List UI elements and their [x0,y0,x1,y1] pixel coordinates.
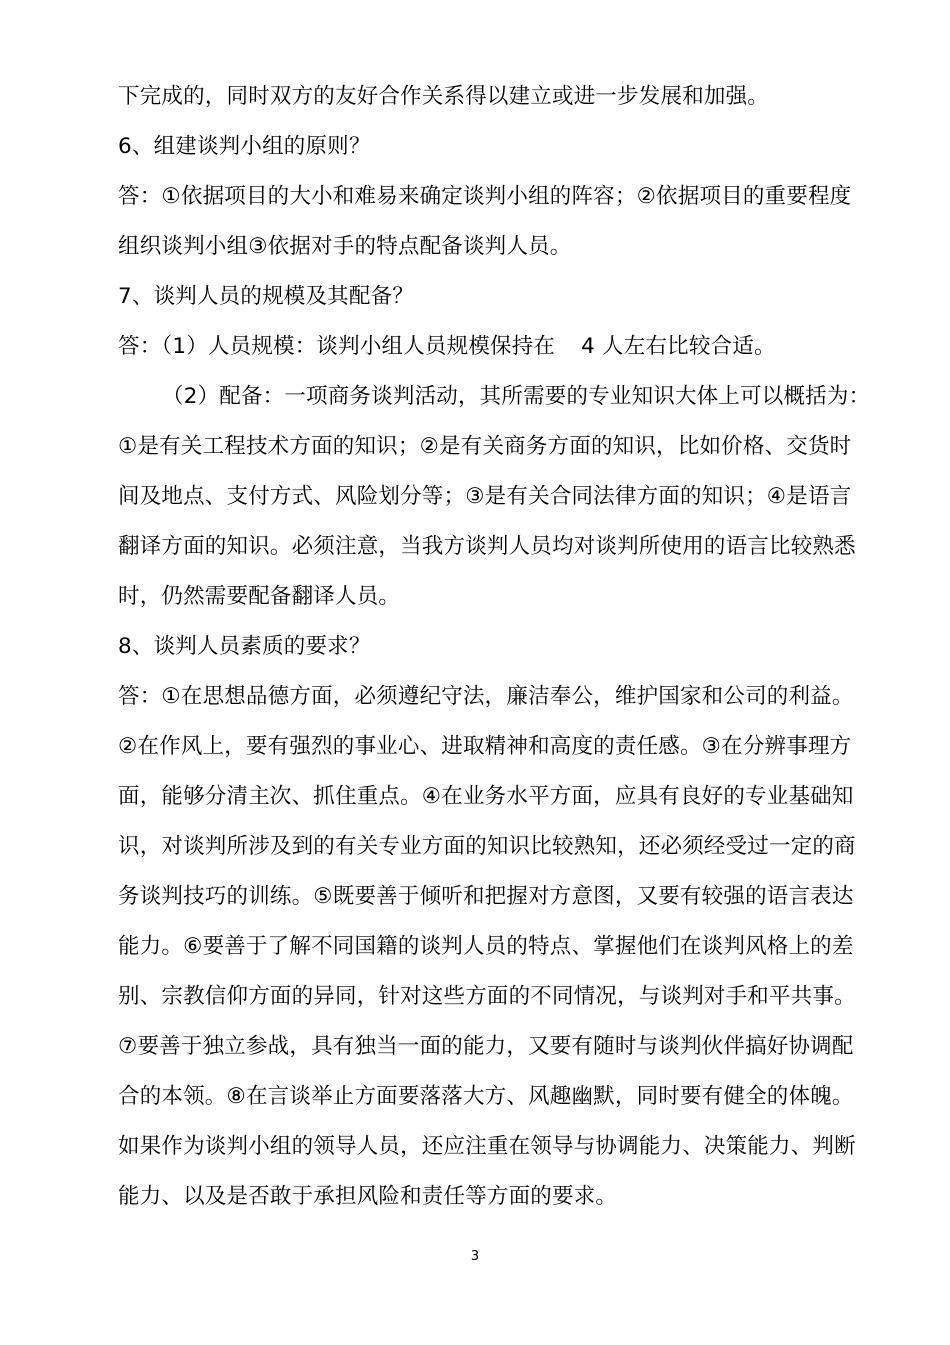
paragraph-line [118,332,776,362]
question-heading-8: 8、谈判人员素质的要求？ [118,634,371,659]
paragraph-line: 时，仍然需要配备翻译人员。 [118,584,401,609]
paragraph-line: 答：①在思想品德方面，必须遵纪守法，廉洁奉公，维护国家和公司的利益。 [118,684,854,709]
paragraph-line: 答：①依据项目的大小和难易来确定谈判小组的阵容；②依据项目的重要程度 [118,184,852,209]
page-number: 3 [470,1249,480,1264]
paragraph-line: 如果作为谈判小组的领导人员，还应注重在领导与协调能力、决策能力、判断 [118,1134,856,1159]
paragraph-line: 面，能够分清主次、抓住重点。④在业务水平方面，应具有良好的专业基础知 [118,784,854,809]
answer-part: 4 人左右比较合适。 [581,334,776,359]
paragraph-line: 间及地点、支付方式、风险划分等；③是有关合同法律方面的知识；④是语言 [118,484,852,509]
answer-part: 答：（1）人员规模：谈判小组人员规模保持在 [118,334,556,359]
paragraph-line: 务谈判技巧的训练。⑤既要善于倾听和把握对方意图，又要有较强的语言表达 [118,884,854,909]
paragraph-line: 识，对谈判所涉及到的有关专业方面的知识比较熟知，还必须经受过一定的商 [118,834,856,859]
paragraph-line: 能力。⑥要善于了解不同国籍的谈判人员的特点、掌握他们在谈判风格上的差 [118,934,854,959]
question-heading-7: 7、谈判人员的规模及其配备？ [118,284,414,309]
paragraph-line: 合的本领。⑧在言谈举止方面要落落大方、风趣幽默，同时要有健全的体魄。 [118,1084,854,1109]
question-heading-6: 6、组建谈判小组的原则？ [118,134,371,159]
paragraph-line: 下完成的，同时双方的友好合作关系得以建立或进一步发展和加强。 [118,84,770,109]
paragraph-line: ②在作风上，要有强烈的事业心、进取精神和高度的责任感。③在分辨事理方 [118,734,852,759]
paragraph-line: 翻译方面的知识。必须注意，当我方谈判人员均对谈判所使用的语言比较熟悉 [118,534,856,559]
paragraph-line: 能力、以及是否敢于承担风险和责任等方面的要求。 [118,1184,618,1209]
paragraph-line: 组织谈判小组③依据对手的特点配备谈判人员。 [118,234,572,259]
paragraph-line: （2）配备：一项商务谈判活动，其所需要的专业知识大体上可以概括为： [162,384,871,409]
paragraph-line: ⑦要善于独立参战，具有独当一面的能力，又要有随时与谈判伙伴搞好协调配 [118,1034,854,1059]
paragraph-line: ①是有关工程技术方面的知识；②是有关商务方面的知识，比如价格、交货时 [118,434,852,459]
paragraph-line: 别、宗教信仰方面的异同，针对这些方面的不同情况，与谈判对手和平共事。 [118,984,856,1009]
